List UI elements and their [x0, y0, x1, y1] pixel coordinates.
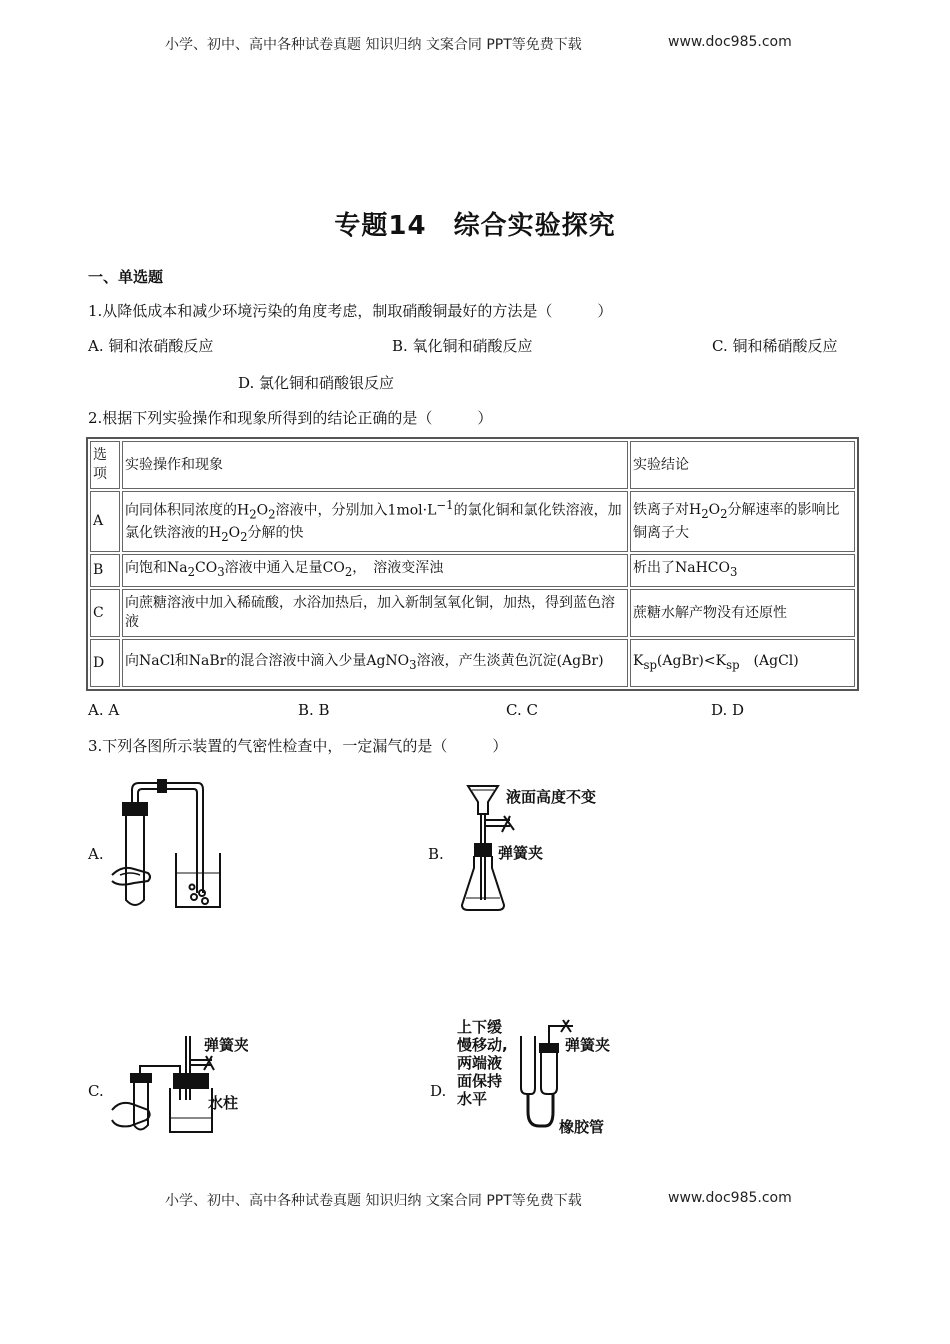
figure-c-apparatus	[108, 1030, 248, 1144]
q1-option-d: D. 氯化铜和硝酸银反应	[238, 374, 395, 392]
row-conclusion: 铁离子对$H_2O_2$分解速率的影响比铜离子大	[630, 491, 855, 552]
q3-label-d: D.	[430, 1082, 447, 1100]
figure-b-apparatus	[458, 780, 628, 919]
fig-d-label-line1: 上下缓	[457, 1018, 503, 1036]
figure-a-apparatus	[108, 775, 238, 919]
row-operation: 向NaCl和NaBr的混合溶液中滴入少量AgNO$_3$溶液，产生淡黄色沉淀(AgBr)	[122, 639, 628, 687]
section-heading: 一、单选题	[88, 268, 164, 286]
experiment-table	[86, 437, 859, 691]
q3-label-a: A.	[88, 845, 104, 863]
question-2-stem: 2.根据下列实验操作和现象所得到的结论正确的是（ ）	[88, 409, 493, 427]
fig-d-label-line5: 水平	[457, 1090, 488, 1108]
row-conclusion: 蔗糖水解产物没有还原性	[630, 589, 855, 637]
row-conclusion: 析出了NaHCO$_3$	[630, 554, 855, 587]
fig-d-label-hose: 橡胶管	[559, 1118, 605, 1136]
table-row	[90, 554, 855, 587]
row-operation: 向饱和$Na_2CO_3$溶液中通入足量$CO_2$， 溶液变浑浊	[122, 554, 628, 587]
page-title: 专题14 综合实验探究	[334, 211, 616, 241]
row-operation: 向同体积同浓度的$H_2O_2$溶液中，分别加入$1mol\cdot L^{-1}$的氯化铜和氯化铁溶液，加氯化铁溶液的$H_2O_2$分解的快	[122, 491, 628, 552]
question-1-stem: 1.从降低成本和减少环境污染的角度考虑，制取硝酸铜最好的方法是（ ）	[88, 302, 613, 320]
figure-d-apparatus	[455, 1016, 625, 1146]
row-operation: 向蔗糖溶液中加入稀硫酸，水浴加热后，加入新制氢氧化铜，加热，得到蓝色溶液	[122, 589, 628, 637]
row-option: A	[90, 491, 120, 552]
footer-banner: 小学、初中、高中各种试卷真题 知识归纳 文案合同 PPT等免费下载	[165, 1193, 582, 1209]
q2-option-a: A. A	[88, 701, 120, 719]
fig-c-label-clip: 弹簧夹	[204, 1036, 248, 1054]
q3-label-b: B.	[428, 845, 444, 863]
fig-b-label-clip: 弹簧夹	[498, 844, 544, 862]
header-banner: 小学、初中、高中各种试卷真题 知识归纳 文案合同 PPT等免费下载	[165, 37, 582, 53]
header-option: 选项	[90, 441, 120, 489]
table-row	[90, 491, 855, 552]
header-operation: 实验操作和现象	[122, 441, 628, 489]
table-row	[90, 639, 855, 687]
header-conclusion: 实验结论	[630, 441, 855, 489]
fig-d-label-clip: 弹簧夹	[565, 1036, 611, 1054]
q3-label-c: C.	[88, 1082, 104, 1100]
q1-option-a: A. 铜和浓硝酸反应	[88, 337, 214, 355]
q1-option-c: C. 铜和稀硝酸反应	[712, 337, 838, 355]
fig-b-label-level: 液面高度不变	[506, 788, 597, 806]
table-row	[90, 589, 855, 637]
footer-url[interactable]: www.doc985.com	[668, 1190, 792, 1206]
question-3-stem: 3.下列各图所示装置的气密性检查中，一定漏气的是（ ）	[88, 737, 508, 755]
fig-d-label-line2: 慢移动,	[457, 1036, 508, 1054]
row-conclusion: $K_{sp}(AgBr)<K_{sp}$ (AgCl)	[630, 639, 855, 687]
q1-option-b: B. 氧化铜和硝酸反应	[392, 337, 533, 355]
row-option: C	[90, 589, 120, 637]
q2-option-c: C. C	[506, 701, 538, 719]
fig-d-label-line4: 面保持	[457, 1072, 503, 1090]
q2-option-b: B. B	[298, 701, 330, 719]
q2-option-d: D. D	[711, 701, 745, 719]
header-url[interactable]: www.doc985.com	[668, 34, 792, 50]
row-option: D	[90, 639, 120, 687]
fig-d-label-line3: 两端液	[457, 1054, 503, 1072]
table-header-row	[90, 441, 855, 489]
fig-c-label-water: 水柱	[208, 1094, 239, 1112]
row-option: B	[90, 554, 120, 587]
